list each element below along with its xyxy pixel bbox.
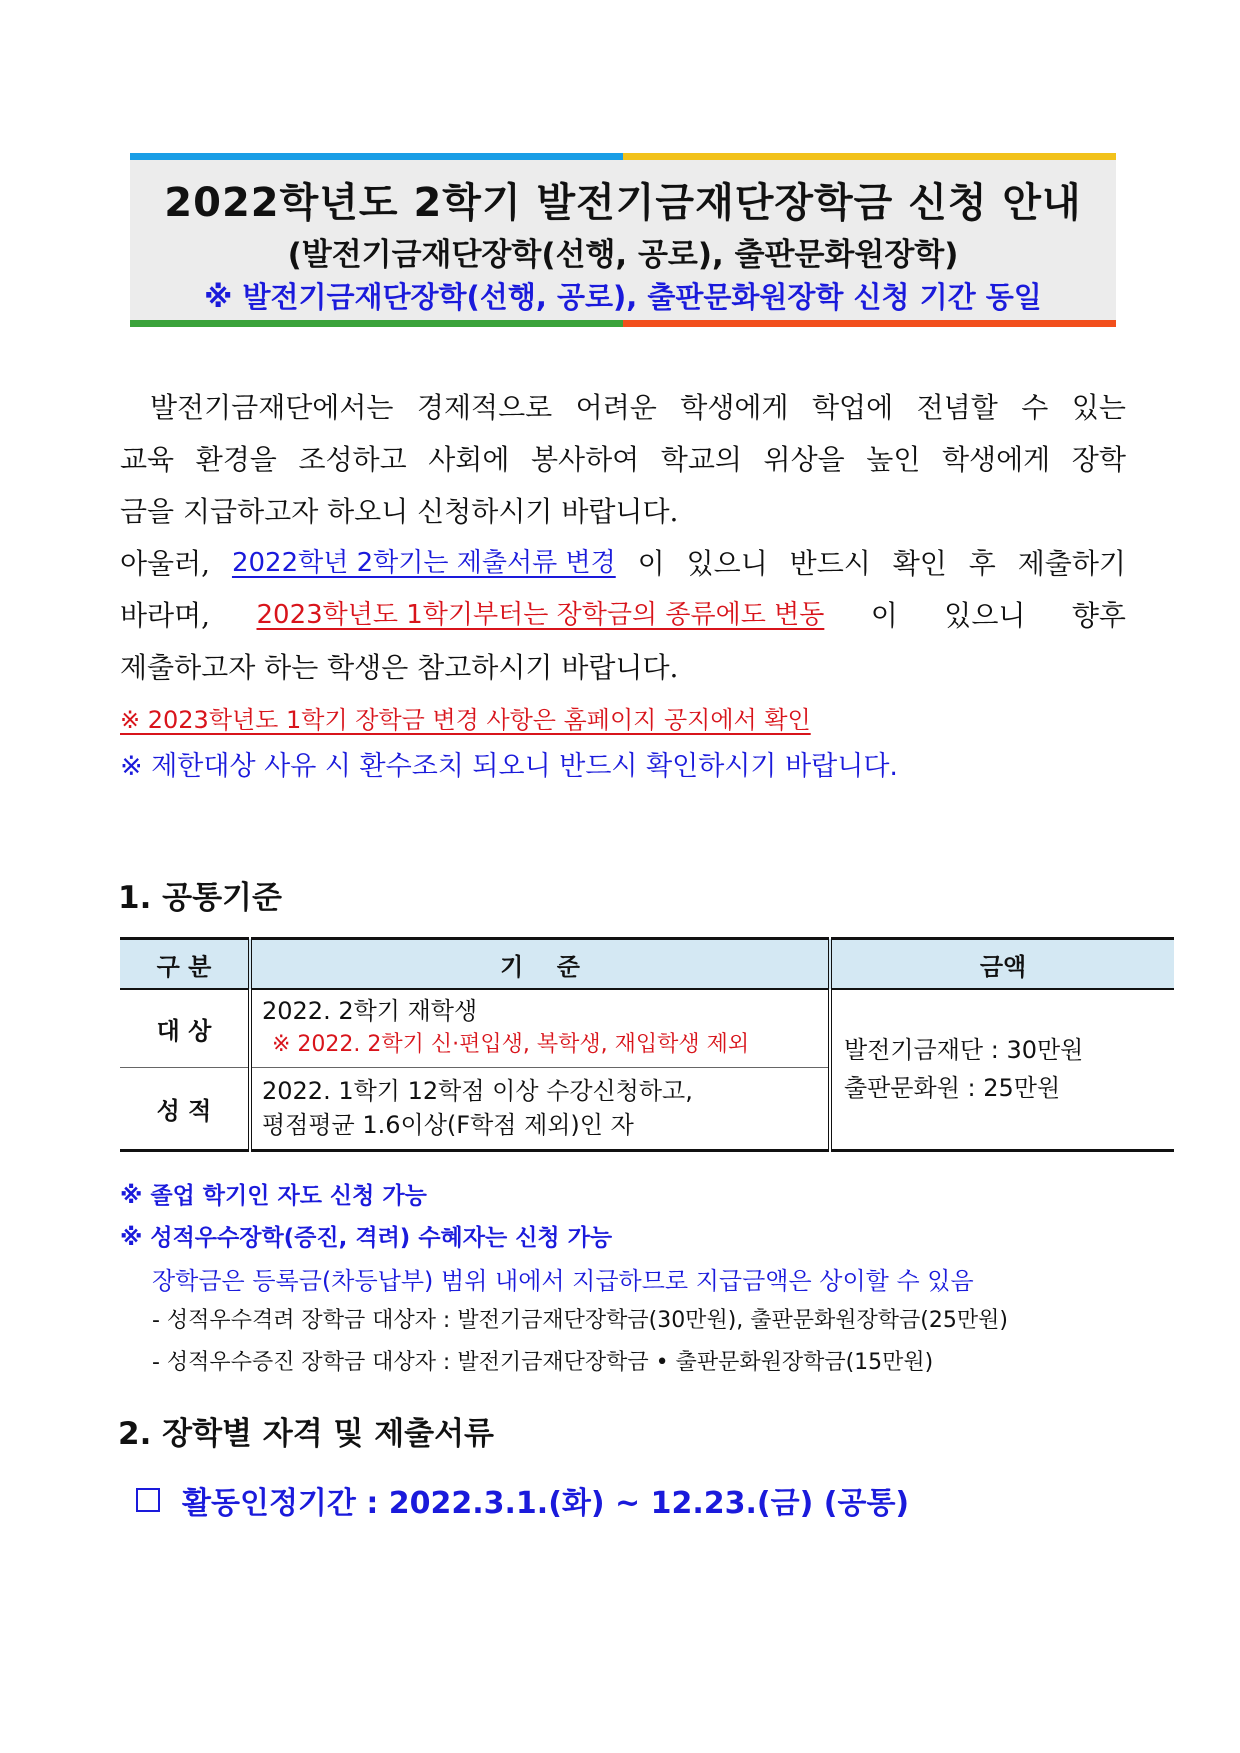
scope-note: 장학금은 등록금(차등납부) 범위 내에서 지급하므로 지급금액은 상이할 수 있음 bbox=[152, 1267, 974, 1295]
page-title: 2022학년도 2학기 발전기금재단장학금 신청 안내 bbox=[164, 180, 1082, 226]
title-top-bar bbox=[130, 153, 1116, 160]
activity-period bbox=[136, 1478, 909, 1522]
intro-line-2 bbox=[120, 438, 1126, 478]
grades-criteria-line-1: 2022. 1학기 12학점 이상 수강신청하고, bbox=[262, 1077, 693, 1105]
intro-word: 봉사하여 bbox=[531, 443, 640, 476]
intro-word: 교육 bbox=[120, 443, 175, 476]
intro-line-5 bbox=[120, 594, 1126, 634]
intro-word: 있으니 bbox=[686, 547, 768, 580]
checkbox-square-icon bbox=[136, 1488, 160, 1512]
grades-criteria-line-2: 평점평균 1.6이상(F학점 제외)인 자 bbox=[262, 1111, 634, 1139]
homepage-notice: ※ 2023학년도 1학기 장학금 변경 사항은 홈페이지 공지에서 확인 bbox=[120, 706, 811, 734]
intro-word: 경제적으로 bbox=[416, 391, 553, 424]
page-subtitle: (발전기금재단장학(선행, 공로), 출판문화원장학) bbox=[287, 237, 959, 273]
intro-word: 반드시 bbox=[789, 547, 871, 580]
intro-word: 장학 bbox=[1071, 443, 1126, 476]
merit-scholarship-note: ※ 성적우수장학(증진, 격려) 수혜자는 신청 가능 bbox=[120, 1225, 613, 1251]
title-box bbox=[130, 153, 1116, 327]
submission-change-highlight: 2022학년 2학기는 제출서류 변경 bbox=[231, 548, 616, 578]
intro-word: 있으니 bbox=[944, 599, 1026, 632]
target-criteria bbox=[250, 989, 830, 1067]
intro-word: 사회에 bbox=[428, 443, 510, 476]
section-1-heading: 1. 공통기준 bbox=[118, 880, 282, 916]
intro-word: 이 bbox=[637, 547, 665, 580]
intro-word: 학생에게 bbox=[680, 391, 789, 424]
intro-word: 바라며, bbox=[120, 599, 211, 632]
activity-period-text: 활동인정기간 : 2022.3.1.(화) ~ 12.23.(금) (공통) bbox=[182, 1486, 910, 1521]
intro-word: 어려운 bbox=[575, 391, 657, 424]
intro-word: 위상을 bbox=[763, 443, 845, 476]
row-label-grades: 성 적 bbox=[120, 1067, 250, 1150]
intro-line-6: 제출하고자 하는 학생은 참고하시기 바랍니다. bbox=[120, 651, 679, 684]
intro-word: 학생에게 bbox=[942, 443, 1051, 476]
intro-word: 아울러, bbox=[120, 547, 211, 580]
header-criteria: 기 준 bbox=[250, 939, 830, 990]
intro-word: 이 bbox=[870, 599, 898, 632]
target-criteria-text: 2022. 2학기 재학생 bbox=[262, 997, 478, 1026]
intro-word: 발전기금재단에서는 bbox=[150, 391, 394, 424]
intro-word: 수 bbox=[1021, 391, 1049, 424]
merit-promote-line: - 성적우수증진 장학금 대상자 : 발전기금재단장학금 • 출판문화원장학금(15만원) bbox=[152, 1350, 934, 1375]
intro-word: 있는 bbox=[1071, 391, 1126, 424]
row-label-target: 대 상 bbox=[120, 989, 250, 1067]
section-2-heading: 2. 장학별 자격 및 제출서류 bbox=[118, 1416, 494, 1452]
merit-encourage-line: - 성적우수격려 장학금 대상자 : 발전기금재단장학금(30만원), 출판문화원장학금(25만원) bbox=[152, 1308, 1008, 1333]
title-notice: ※ 발전기금재단장학(선행, 공로), 출판문화원장학 신청 기간 동일 bbox=[204, 280, 1042, 314]
scholarship-change-highlight: 2023학년도 1학기부터는 장학금의 종류에도 변동 bbox=[256, 600, 825, 630]
header-category: 구 분 bbox=[120, 939, 250, 990]
intro-word: 전념할 bbox=[916, 391, 998, 424]
intro-word: 향후 bbox=[1071, 599, 1126, 632]
common-criteria-table bbox=[120, 937, 1174, 1152]
table-row bbox=[120, 989, 1174, 1067]
title-bottom-bar bbox=[130, 320, 1116, 327]
intro-line-4 bbox=[120, 542, 1126, 582]
intro-word: 학교의 bbox=[660, 443, 742, 476]
intro-word: 제출하기 bbox=[1017, 547, 1126, 580]
header-amount: 금액 bbox=[830, 939, 1174, 990]
intro-line-1 bbox=[120, 386, 1126, 426]
intro-word: 환경을 bbox=[195, 443, 277, 476]
intro-word: 학업에 bbox=[811, 391, 894, 424]
amount-cell bbox=[830, 989, 1174, 1150]
target-exclusion-note: ※ 2022. 2학기 신·편입생, 복학생, 재입학생 제외 bbox=[272, 1032, 750, 1058]
intro-word: 높인 bbox=[866, 443, 921, 476]
intro-word: 조성하고 bbox=[298, 443, 407, 476]
intro-line-3: 금을 지급하고자 하오니 신청하시기 바랍니다. bbox=[120, 495, 679, 528]
foundation-amount: 발전기금재단 : 30만원 bbox=[844, 1036, 1084, 1065]
graduation-note: ※ 졸업 학기인 자도 신청 가능 bbox=[120, 1183, 427, 1209]
publishing-amount: 출판문화원 : 25만원 bbox=[844, 1074, 1061, 1103]
refund-warning: ※ 제한대상 사유 시 환수조치 되오니 반드시 확인하시기 바랍니다. bbox=[120, 751, 898, 782]
intro-word: 확인 bbox=[892, 547, 947, 580]
grades-criteria bbox=[250, 1067, 830, 1150]
intro-word: 후 bbox=[968, 547, 996, 580]
